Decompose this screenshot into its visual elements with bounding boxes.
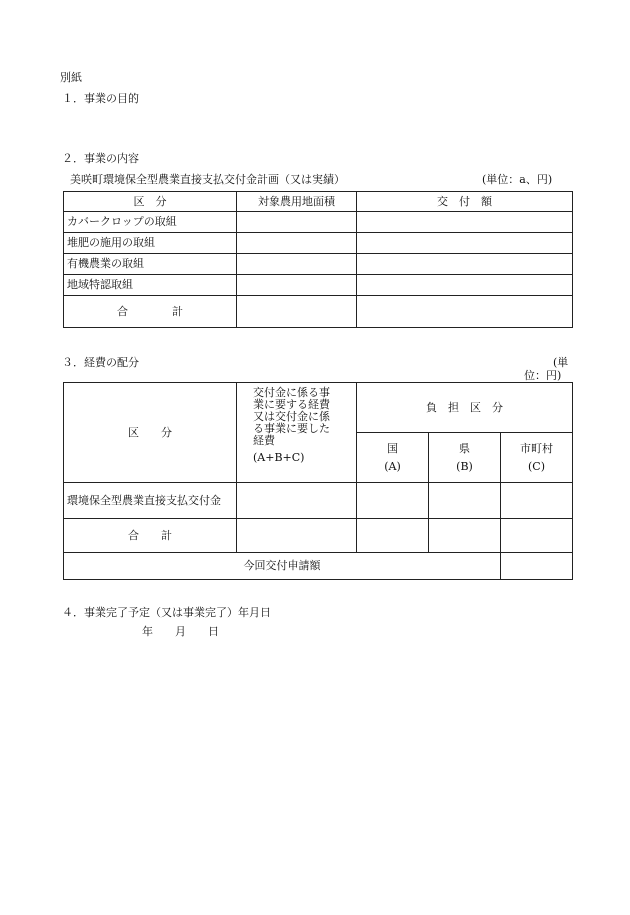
plan-amount-cell[interactable] [357,233,573,254]
plan-header-area: 対象農用地面積 [237,192,357,212]
cost-unit-line2: 位：円) [524,369,562,382]
cost-sum-country-cell[interactable] [357,519,429,553]
table-row [64,553,573,580]
plan-amount-cell[interactable] [357,212,573,233]
cost-header-pref [429,433,501,483]
table-row [64,519,573,553]
cost-pref-cell[interactable] [429,483,501,519]
plan-total-label: 合 計 [64,296,237,328]
plan-amount-cell[interactable] [357,254,573,275]
section4-title: ４．事業完了予定（又は事業完了）年月日 [62,606,271,619]
cost-table [63,382,573,580]
completion-date: 年 月 日 [142,625,219,638]
request-amount-cell[interactable] [501,553,573,580]
cost-header-burden: 負 担 区 分 [357,383,573,433]
cost-total-cell[interactable] [237,483,357,519]
table-row [64,275,573,296]
cost-unit-line1: (単 [553,356,569,369]
section2-title: ２．事業の内容 [62,152,139,165]
cost-header-country [357,433,429,483]
cost-header-cost [237,383,357,483]
plan-total-area-cell[interactable] [237,296,357,328]
request-amount-label: 今回交付申請額 [64,553,501,580]
cost-header-category: 区 分 [64,383,237,483]
cost-sum-pref-cell[interactable] [429,519,501,553]
plan-header-amount: 交 付 額 [357,192,573,212]
plan-area-cell[interactable] [237,254,357,275]
cost-city-cell[interactable] [501,483,573,519]
section1-title: １．事業の目的 [62,92,139,105]
plan-area-cell[interactable] [237,233,357,254]
cost-sum-cell[interactable] [237,519,357,553]
cost-header-city-label: 市町村 [520,441,553,455]
plan-table [63,191,573,328]
plan-header-category: 区 分 [64,192,237,212]
table-row [64,233,573,254]
cost-header-country-code: (A) [384,459,401,473]
cost-country-cell[interactable] [357,483,429,519]
plan-area-cell[interactable] [237,212,357,233]
table-row [64,483,573,519]
cost-header-country-label: 国 [387,441,398,455]
cost-sum-city-cell[interactable] [501,519,573,553]
plan-table-unit: (単位：a、円) [482,173,553,186]
cost-header-city [501,433,573,483]
cost-header-formula: (A+B+C) [253,451,305,464]
cost-row-label: 環境保全型農業直接支払交付金 [64,483,237,519]
attachment-label: 別紙 [60,71,82,84]
table-row [64,212,573,233]
plan-row-label: 堆肥の施用の取組 [64,233,237,254]
section3-title: ３．経費の配分 [62,356,139,369]
plan-total-amount-cell[interactable] [357,296,573,328]
table-row [64,296,573,328]
plan-table-title: 美咲町環境保全型農業直接支払交付金計画（又は実績） [70,173,345,186]
table-row [64,254,573,275]
plan-row-label: 地域特認取組 [64,275,237,296]
plan-amount-cell[interactable] [357,275,573,296]
cost-total-label: 合 計 [64,519,237,553]
plan-row-label: 有機農業の取組 [64,254,237,275]
cost-header-cost-text: 交付金に係る事業に要する経費又は交付金に係る事業に要した経費 [253,386,330,447]
cost-header-city-code: (C) [528,459,545,473]
plan-area-cell[interactable] [237,275,357,296]
cost-header-pref-label: 県 [459,441,470,455]
plan-row-label: カバークロップの取組 [64,212,237,233]
cost-header-pref-code: (B) [456,459,473,473]
